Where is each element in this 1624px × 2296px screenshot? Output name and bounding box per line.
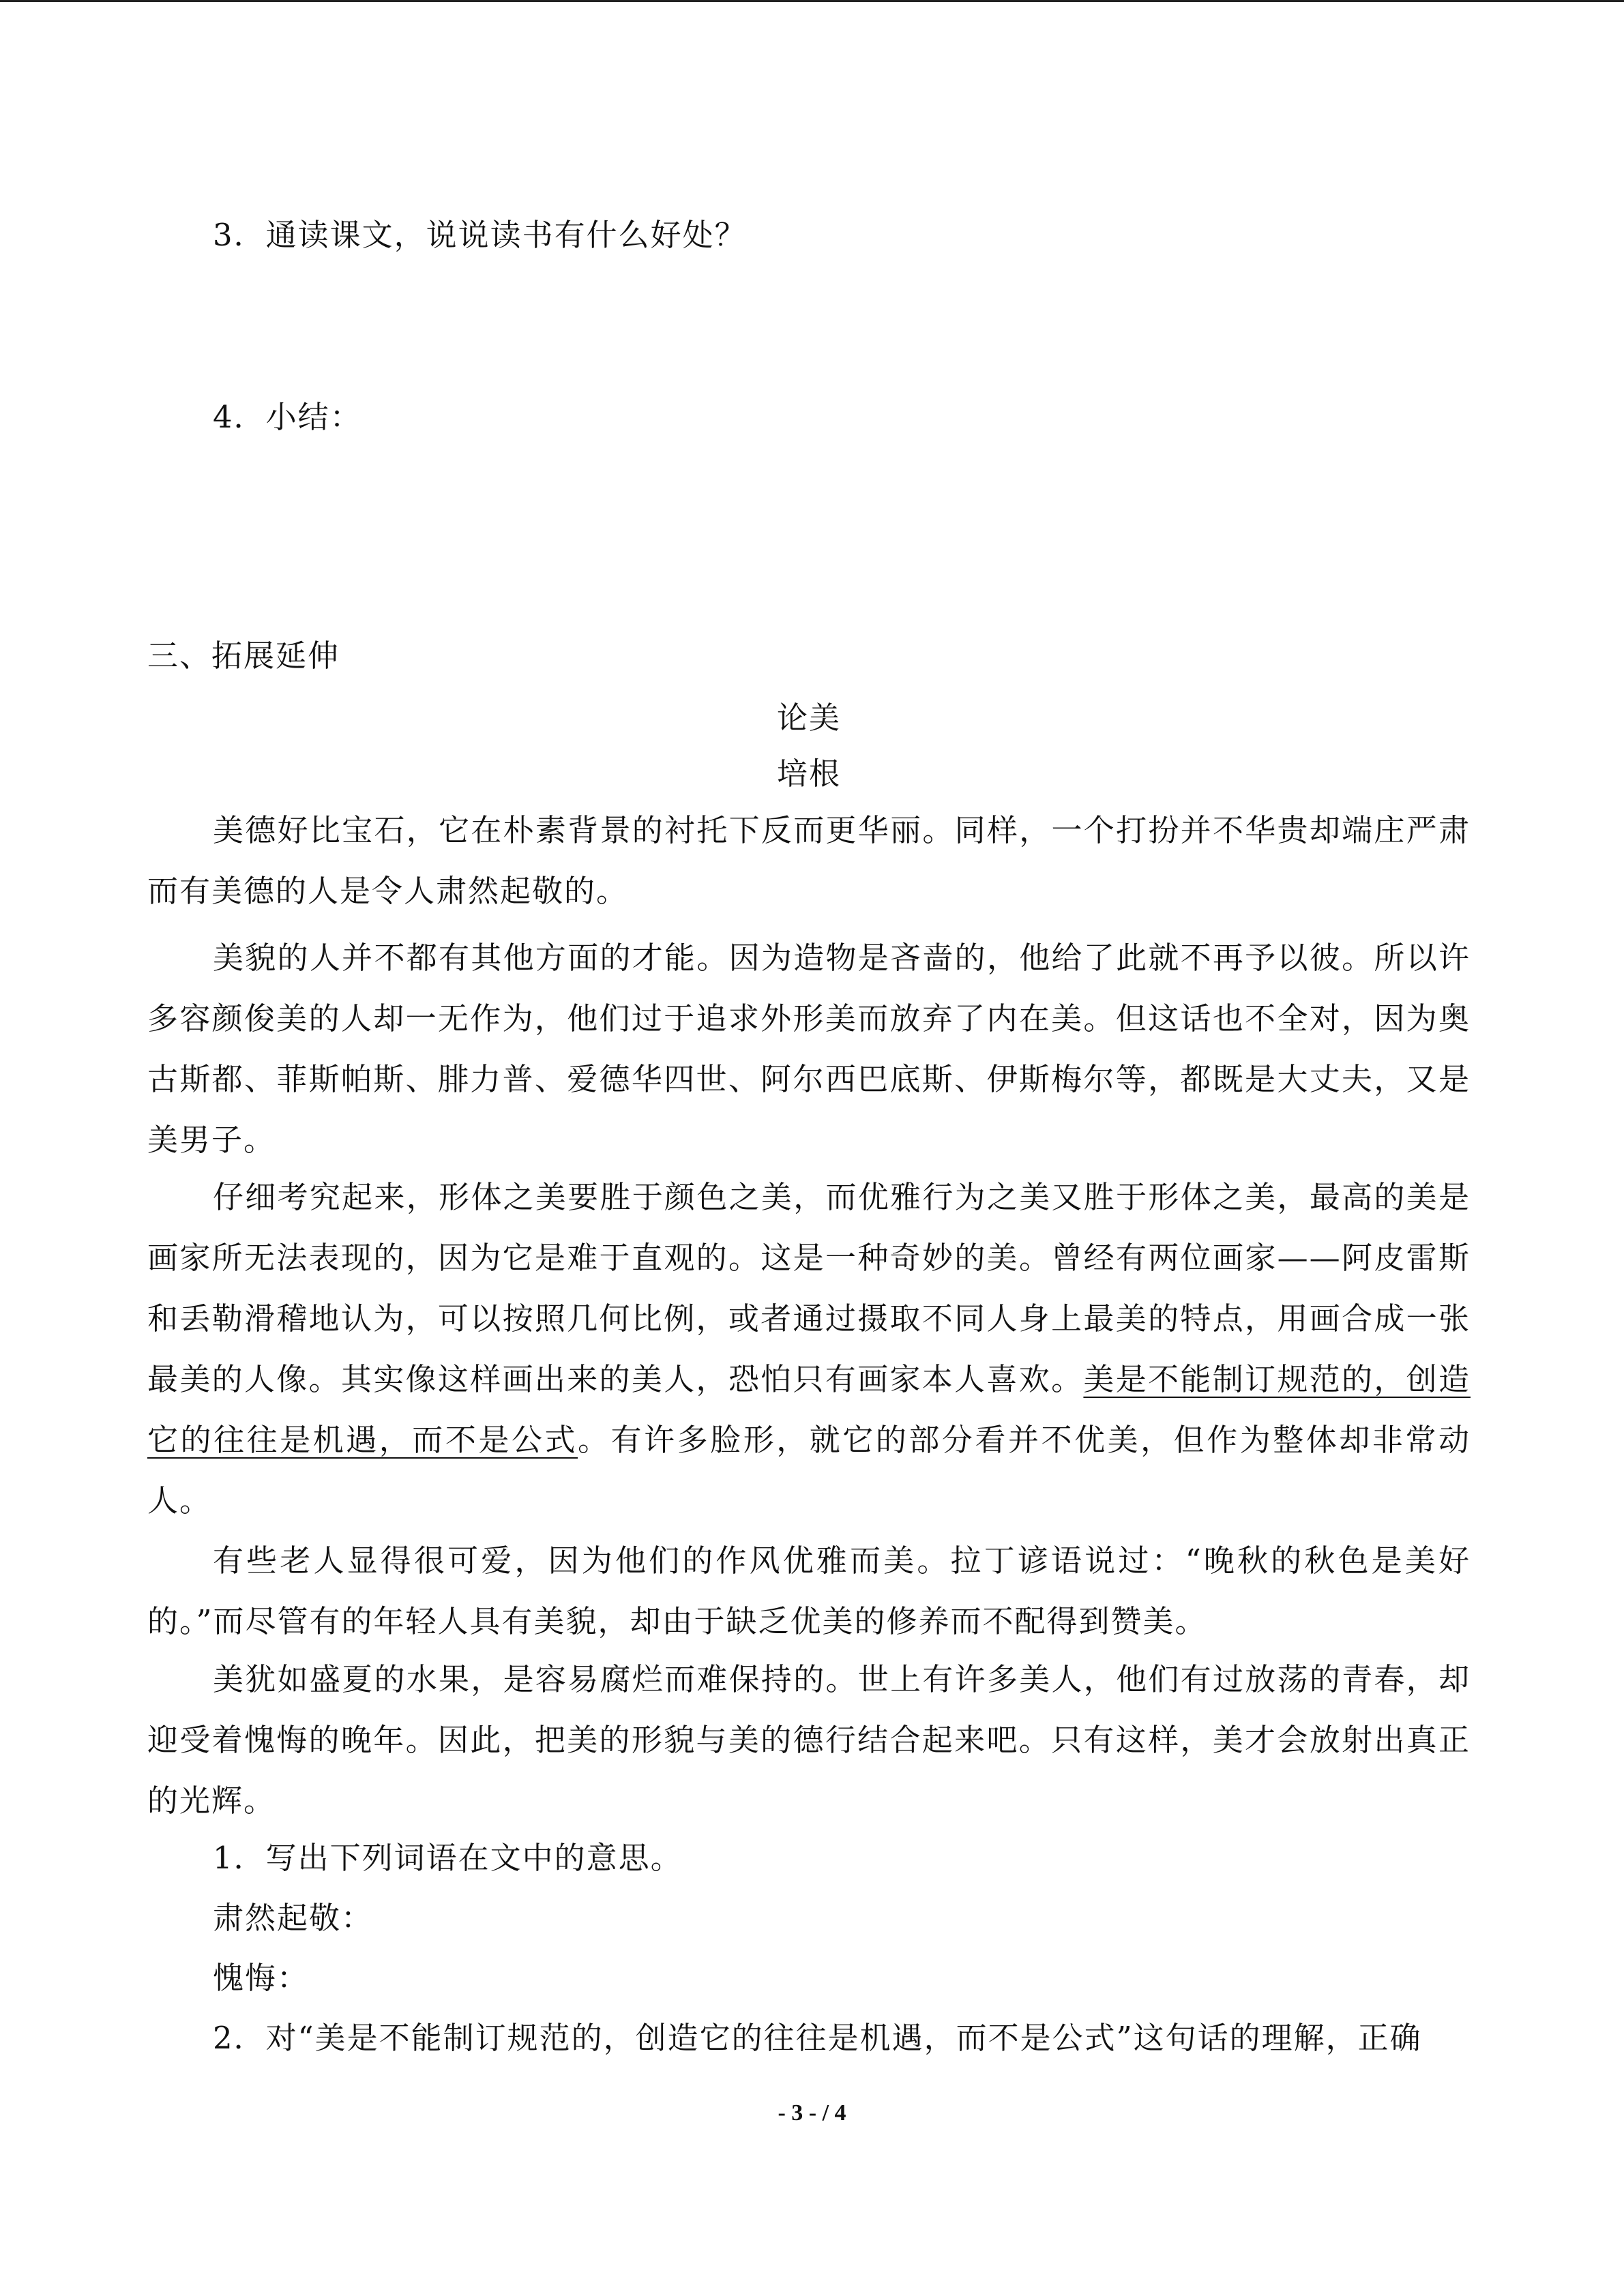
section-heading: 三、拓展延伸 bbox=[147, 638, 340, 674]
exercise-2: 2．对“美是不能制订规范的，创造它的往往是机遇，而不是公式”这句话的理解，正确 bbox=[213, 2020, 1422, 2056]
question-3: 3．通读课文，说说读书有什么好处？ bbox=[213, 217, 747, 253]
page-number: - 3 - / 4 bbox=[778, 2100, 846, 2126]
article-paragraph-5: 美犹如盛夏的水果，是容易腐烂而难保持的。世上有许多美人，他们有过放荡的青春，却迎受着愧悔的晚年。因此，把美的形貌与美的德行结合起来吧。只有这样，美才会放射出真正的光辉。 bbox=[147, 1661, 1471, 1819]
top-border-line bbox=[0, 0, 1624, 2]
exercise-1-term-a: 肃然起敬： bbox=[213, 1900, 374, 1936]
article-paragraph-3 bbox=[147, 1167, 1471, 1531]
article-paragraph-4: 有些老人显得很可爱，因为他们的作风优雅而美。拉丁谚语说过：“晚秋的秋色是美好的。”而尽管有的年轻人具有美貌，却由于缺乏优美的修养而不配得到赞美。 bbox=[147, 1542, 1471, 1639]
article-paragraph-1: 美德好比宝石，它在朴素背景的衬托下反而更华丽。同样，一个打扮并不华贵却端庄严肃而有美德的人是令人肃然起敬的。 bbox=[147, 812, 1471, 909]
article-paragraph-2: 美貌的人并不都有其他方面的才能。因为造物是吝啬的，他给了此就不再予以彼。所以许多容颜俊美的人却一无作为，他们过于追求外形美而放弃了内在美。但这话也不全对，因为奥古斯都、菲斯帕斯、腓力普、爱德华四世、阿尔西巴底斯、伊斯梅尔等，都既是大丈夫，又是美男子。 bbox=[147, 940, 1471, 1158]
exercise-1-term-b: 愧悔： bbox=[213, 1960, 310, 1996]
paragraph-3-text-b: 。有许多脸形，就它的部分看并不优美，但作为整体却非常动人。 bbox=[147, 1422, 1471, 1519]
question-4: 4．小结： bbox=[213, 399, 362, 435]
article-title: 论美 bbox=[776, 700, 841, 736]
underlined-sentence: 美是不能制订规范的，创造它的往往是机遇，而不是公式 bbox=[147, 1361, 1471, 1458]
paragraph-3-text-a: 仔细考究起来，形体之美要胜于颜色之美，而优雅行为之美又胜于形体之美，最高的美是画家所无法表现的，因为它是难于直观的。这是一种奇妙的美。曾经有两位画家——阿皮雷斯和丢勒滑稽地认为，可以按照几何比例，或者通过摄取不同人身上最美的特点，用画合成一张最美的人像。其实像这样画出来的美人，恐怕只有画家本人喜欢。 bbox=[147, 1179, 1471, 1397]
article-author: 培根 bbox=[776, 756, 841, 792]
exercise-1: 1．写出下列词语在文中的意思。 bbox=[213, 1840, 683, 1876]
